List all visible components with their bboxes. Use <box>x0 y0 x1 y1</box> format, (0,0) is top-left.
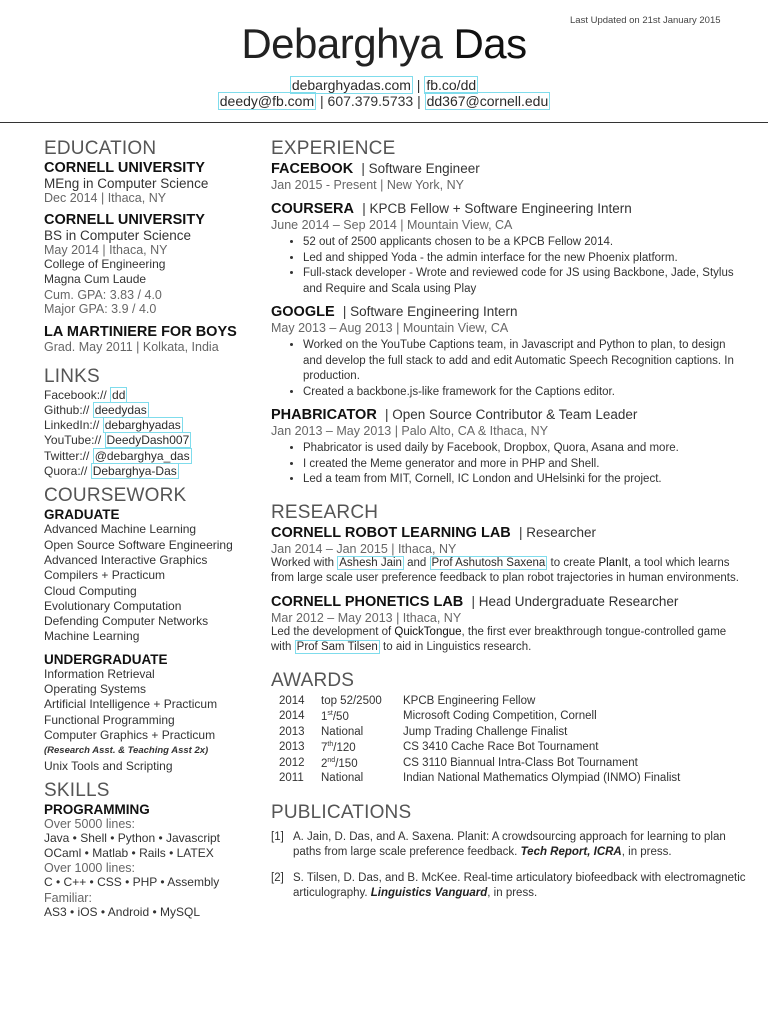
skill-list: AS3 • iOS • Android • MySQL <box>44 904 200 919</box>
date-location: Jan 2013 – May 2013 | Palo Alto, CA & Ithaca, NY <box>271 424 549 438</box>
honors: Magna Cum Laude <box>44 272 147 287</box>
experience-heading: EXPERIENCE <box>271 138 396 159</box>
job-header: PHABRICATOR | Open Source Contributor & Team Leader <box>271 407 638 423</box>
course-item: Evolutionary Computation <box>44 598 182 613</box>
course-item: Operating Systems <box>44 682 147 697</box>
date-location: Grad. May 2011 | Kolkata, India <box>44 339 219 354</box>
degree: MEng in Computer Science <box>44 176 209 191</box>
lab-header: CORNELL ROBOT LEARNING LAB | Researcher <box>271 524 597 541</box>
table-row: 2013 National Jump Trading Challenge Finalist <box>279 725 568 738</box>
role: Software Engineer <box>368 161 480 176</box>
github-link[interactable]: deedydas <box>94 402 147 417</box>
link-row: Facebook:// dd <box>44 387 126 402</box>
course-item: Computer Graphics + Practicum <box>44 727 216 742</box>
publication-item: [2] S. Tilsen, D. Das, and B. McKee. Real-time articulatory biofeedback with electromagnetic articulography. Linguistics Vanguard, in press. <box>271 871 746 899</box>
course-item: Machine Learning <box>44 629 140 644</box>
publication-item: [1] A. Jain, D. Das, and A. Saxena. Planit: A crowdsourcing approach for learning to plan paths from large scale preference feedback. Tech Report, ICRA, in press. <box>271 830 726 858</box>
graduate-heading: GRADUATE <box>44 507 120 523</box>
course-item: Open Source Software Engineering <box>44 537 233 552</box>
research-heading: RESEARCH <box>271 501 379 523</box>
links-heading: LINKS <box>44 365 100 387</box>
separator: | <box>416 77 421 93</box>
course-item: Defending Computer Networks <box>44 614 209 629</box>
date-location: May 2013 – Aug 2013 | Mountain View, CA <box>271 321 509 335</box>
role: Researcher <box>526 524 597 540</box>
date-location: Jan 2014 – Jan 2015 | Ithaca, NY <box>271 541 457 556</box>
contact-line-1 <box>0 77 768 93</box>
date-location: June 2014 – Sep 2014 | Mountain View, CA <box>271 218 513 232</box>
skill-level: Familiar: <box>44 890 92 905</box>
youtube-link[interactable]: DeedyDash007 <box>106 433 190 448</box>
skill-list: C • C++ • CSS • PHP • Assembly <box>44 875 220 890</box>
list-item: • Created a backbone.js-like framework for the Captions editor. <box>303 385 746 401</box>
course-item: Artificial Intelligence + Practicum <box>44 697 218 712</box>
course-note: (Research Asst. & Teaching Asst 2x) <box>44 745 209 757</box>
school-name: CORNELL UNIVERSITY <box>44 212 205 228</box>
email-link[interactable]: deedy@fb.com <box>219 93 315 109</box>
list-item: • Worked on the YouTube Captions team, in Javascript and Python to plan, to design and develop the full stack to add and edit Automatic Speech Recognition captions. In production. <box>303 338 746 385</box>
lab-header: CORNELL PHONETICS LAB | Head Undergraduate Researcher <box>271 593 679 610</box>
research-description: Worked with Ashesh Jain and Prof Ashutosh Saxena to create PlanIt, a tool which learns from large scale user preference feedback to plan robot trajectories in human environments. <box>271 556 739 584</box>
company: FACEBOOK <box>271 161 354 177</box>
job-header: GOOGLE | Software Engineering Intern <box>271 304 518 320</box>
course-item: Unix Tools and Scripting <box>44 758 173 773</box>
cornell-email-link[interactable]: dd367@cornell.edu <box>426 93 549 109</box>
job-header: FACEBOOK | Software Engineer <box>271 161 480 177</box>
last-updated: Last Updated on 21st January 2015 <box>570 15 721 26</box>
link-row: Twitter:// @debarghya_das <box>44 448 190 463</box>
skill-level: Over 1000 lines: <box>44 861 136 876</box>
table-row: 2014 1st/50 Microsoft Coding Competition, Cornell <box>279 710 597 723</box>
list-item: • Led a team from MIT, Cornell, IC London and UHelsinki for the project. <box>303 472 746 488</box>
table-row: 2012 2nd/150 CS 3110 Biannual Intra-Class Bot Tournament <box>279 756 638 770</box>
facebook-link[interactable]: dd <box>112 387 126 402</box>
programming-heading: PROGRAMMING <box>44 801 150 817</box>
role: Open Source Contributor & Team Leader <box>392 407 638 422</box>
bullet-list <box>271 338 746 400</box>
list-item: • Led and shipped Yoda - the admin interface for the new Phoenix platform. <box>303 251 746 267</box>
course-item: Compilers + Practicum <box>44 568 166 583</box>
separator: | <box>320 93 324 109</box>
fb-link[interactable]: fb.co/dd <box>426 77 477 93</box>
skills-heading: SKILLS <box>44 779 110 801</box>
role: Software Engineering Intern <box>350 304 518 319</box>
lab-name: CORNELL PHONETICS LAB <box>271 593 464 610</box>
course-item: Functional Programming <box>44 712 175 727</box>
contact-line-2 <box>0 93 768 109</box>
skill-list: OCaml • Matlab • Rails • LATEX <box>44 846 214 861</box>
cum-gpa: Cum. GPA: 3.83 / 4.0 <box>44 287 162 302</box>
page-title <box>0 20 768 68</box>
link-row: Quora:// Debarghya-Das <box>44 464 177 479</box>
table-row: 2014 top 52/2500 KPCB Engineering Fellow <box>279 694 536 707</box>
company: PHABRICATOR <box>271 407 377 423</box>
first-name: Debarghya <box>241 20 443 67</box>
person-link[interactable]: Ashesh Jain <box>339 556 402 569</box>
date-location: Jan 2015 - Present | New York, NY <box>271 178 464 192</box>
last-name: Das <box>453 20 527 67</box>
school-name: LA MARTINIERE FOR BOYS <box>44 323 237 340</box>
research-description: Led the development of QuickTongue, the first ever breakthrough tongue-controlled game with Prof Sam Tilsen to aid in Linguistics research. <box>271 625 727 653</box>
college: College of Engineering <box>44 257 166 271</box>
list-item: • I created the Meme generator and more in PHP and Shell. <box>303 457 746 473</box>
date-location: Mar 2012 – May 2013 | Ithaca, NY <box>271 610 462 625</box>
role: Head Undergraduate Researcher <box>478 593 679 609</box>
company: COURSERA <box>271 201 354 217</box>
phone: 607.379.5733 <box>327 93 414 109</box>
twitter-link[interactable]: @debarghya_das <box>94 448 190 463</box>
course-item: Cloud Computing <box>44 583 137 598</box>
link-row: Github:// deedydas <box>44 402 147 417</box>
company: GOOGLE <box>271 304 335 320</box>
coursework-heading: COURSEWORK <box>44 485 187 507</box>
school-name: CORNELL UNIVERSITY <box>44 160 205 176</box>
degree: BS in Computer Science <box>44 228 192 243</box>
lab-name: CORNELL ROBOT LEARNING LAB <box>271 524 511 541</box>
publications-heading: PUBLICATIONS <box>271 801 412 823</box>
website-link[interactable]: debarghyadas.com <box>291 77 411 93</box>
education-heading: EDUCATION <box>44 138 157 159</box>
linkedin-link[interactable]: debarghyadas <box>104 418 181 433</box>
separator: | <box>417 93 421 109</box>
link-row: LinkedIn:// debarghyadas <box>44 418 181 433</box>
course-item: Advanced Machine Learning <box>44 522 197 537</box>
quora-link[interactable]: Debarghya-Das <box>92 464 177 479</box>
list-item: • Phabricator is used daily by Facebook, Dropbox, Quora, Asana and more. <box>303 441 746 457</box>
course-item: Advanced Interactive Graphics <box>44 552 208 567</box>
person-link[interactable]: Prof Ashutosh Saxena <box>431 556 546 569</box>
bullet-list <box>271 235 746 297</box>
awards-table <box>279 695 680 788</box>
project-name: PlanIt <box>598 556 628 569</box>
left-column <box>44 138 269 920</box>
course-item: Information Retrieval <box>44 666 155 681</box>
skill-list: Java • Shell • Python • Javascript <box>44 830 221 845</box>
person-link[interactable]: Prof Sam Tilsen <box>296 641 378 653</box>
list-item: • 52 out of 2500 applicants chosen to be a KPCB Fellow 2014. <box>303 235 746 251</box>
job-header: COURSERA | KPCB Fellow + Software Engineering Intern <box>271 201 632 217</box>
role: KPCB Fellow + Software Engineering Intern <box>369 201 632 216</box>
major-gpa: Major GPA: 3.9 / 4.0 <box>44 301 157 316</box>
bullet-list <box>271 441 746 488</box>
skill-level: Over 5000 lines: <box>44 816 136 831</box>
right-column <box>271 138 746 902</box>
awards-heading: AWARDS <box>271 669 355 691</box>
project-name: QuickTongue <box>394 625 462 638</box>
divider <box>0 122 768 123</box>
link-row: YouTube:// DeedyDash007 <box>44 433 190 448</box>
table-row: 2011 National Indian National Mathematics Olympiad (INMO) Finalist <box>279 772 681 784</box>
date-location: May 2014 | Ithaca, NY <box>44 243 168 257</box>
undergrad-heading: UNDERGRADUATE <box>44 651 168 667</box>
table-row: 2013 7th/120 CS 3410 Cache Race Bot Tournament <box>279 741 599 754</box>
list-item: • Full-stack developer - Wrote and reviewed code for JS using Backbone, Jade, Stylus and Require and Scala using Play <box>303 266 746 297</box>
date-location: Dec 2014 | Ithaca, NY <box>44 191 167 205</box>
